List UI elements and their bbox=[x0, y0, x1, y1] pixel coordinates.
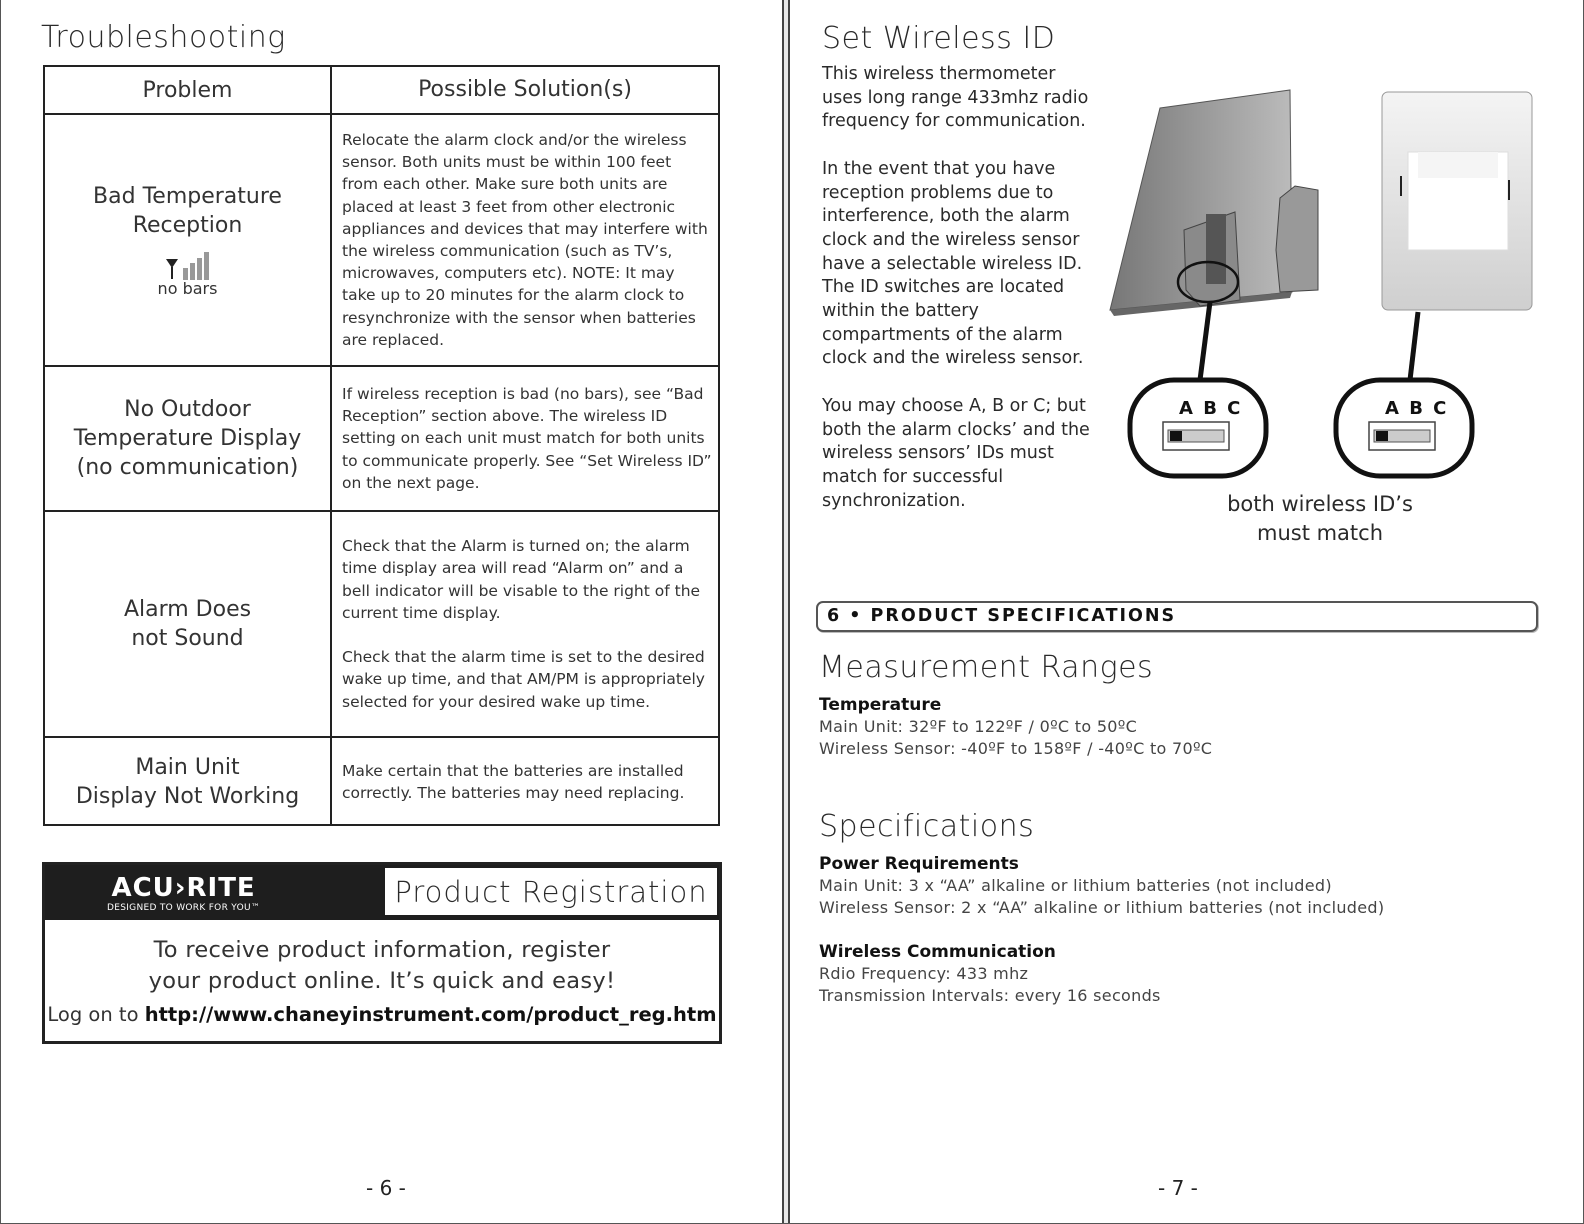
registration-text: To receive product information, register your product online. It’s quick and easy! bbox=[148, 937, 616, 994]
table-row bbox=[45, 738, 718, 826]
problem-line: Temperature Display bbox=[73, 426, 302, 451]
solution-text: If wireless reception is bad (no bars), see “Bad Reception” section above. The wireless ID setting on each unit must match for both units to communicate properly. See “Set Wireless ID” on the next page. bbox=[342, 384, 712, 492]
troubleshooting-table bbox=[43, 65, 720, 826]
wireless-id-text bbox=[822, 63, 1097, 537]
problem-line: Display Not Working bbox=[75, 784, 300, 809]
solution-cell bbox=[342, 738, 712, 826]
url-prefix: Log on to bbox=[47, 1003, 139, 1026]
problem-cell bbox=[45, 367, 332, 510]
table-row bbox=[45, 367, 718, 512]
problem-cell bbox=[45, 738, 332, 826]
spec-line: Wireless Sensor: 2 x “AA” alkaline or lithium batteries (not included) bbox=[819, 898, 1385, 917]
problem-line: Bad Temperature bbox=[93, 184, 282, 209]
problem-line: No Outdoor bbox=[124, 397, 251, 422]
problem-line: not Sound bbox=[131, 626, 244, 651]
wireless-id-illustration bbox=[1100, 80, 1580, 490]
abc-switch-label: A B C bbox=[1385, 398, 1449, 419]
paragraph: This wireless thermometer uses long range 433mhz radio frequency for communication. bbox=[822, 64, 1089, 132]
registration-title: Product Registration bbox=[385, 868, 717, 915]
signal-bar bbox=[204, 252, 209, 280]
solution-cell bbox=[342, 512, 712, 736]
temperature-subheading: Temperature bbox=[819, 695, 942, 715]
solution-text: Relocate the alarm clock and/or the wireless sensor. Both units must be within 100 feet from each other. Make sure both units are placed at least 3 feet from other electronic appliances and devices that may interfere with the wireless communication (such as TV’s, microwaves, computers etc). NOTE: It may take up to 20 minutes for the alarm clock to resynchronize with the sensor when batteries are replaced. bbox=[342, 130, 708, 349]
registration-header bbox=[45, 865, 719, 920]
header-problem: Problem bbox=[45, 67, 332, 113]
signal-bar bbox=[190, 263, 195, 280]
antenna-icon bbox=[166, 259, 178, 268]
problem-line: (no communication) bbox=[76, 455, 299, 480]
table-header-row bbox=[45, 67, 718, 115]
solution-text: Make certain that the batteries are installed correctly. The batteries may need replacing. bbox=[342, 761, 685, 802]
no-bars-label: no bars bbox=[157, 279, 218, 298]
solution-text: Check that the alarm time is set to the desired wake up time, and that AM/PM is appropriately selected for your desired wake up time. bbox=[342, 648, 705, 711]
abc-switch-label: A B C bbox=[1179, 398, 1243, 419]
registration-url-line bbox=[45, 1003, 719, 1026]
set-wireless-id-title: Set Wireless ID bbox=[822, 21, 1056, 56]
page-number-left: - 6 - bbox=[366, 1176, 406, 1200]
problem-line: Reception bbox=[132, 213, 243, 238]
right-page bbox=[790, 0, 1584, 1224]
power-subheading: Power Requirements bbox=[819, 854, 1019, 874]
problem-line: Alarm Does bbox=[123, 597, 252, 622]
section-header-text: 6 • PRODUCT SPECIFICATIONS bbox=[827, 606, 1177, 626]
main-unit-image bbox=[1110, 90, 1318, 316]
solution-cell bbox=[342, 367, 712, 510]
spec-line: Transmission Intervals: every 16 seconds bbox=[819, 986, 1161, 1005]
specifications-title: Specifications bbox=[819, 809, 1035, 844]
problem-cell bbox=[45, 115, 332, 365]
problem-cell bbox=[45, 512, 332, 736]
registration-link[interactable]: http://www.chaneyinstrument.com/product_reg.htm bbox=[144, 1003, 717, 1026]
wireless-subheading: Wireless Communication bbox=[819, 942, 1056, 962]
paragraph: You may choose A, B or C; but both the alarm clocks’ and the wireless sensors’ IDs must match for successful synchronization. bbox=[822, 395, 1090, 511]
header-solutions: Possible Solution(s) bbox=[418, 76, 632, 102]
acurite-logo: ACU›RITE DESIGNED TO WORK FOR YOU™ bbox=[107, 873, 261, 913]
left-page bbox=[0, 0, 784, 1224]
measurement-ranges-title: Measurement Ranges bbox=[819, 650, 1154, 685]
problem-line: Main Unit bbox=[135, 755, 240, 780]
match-caption: both wireless ID’s must match bbox=[1227, 492, 1413, 545]
paragraph: In the event that you have reception problems due to interference, both the alarm clock and the wireless sensor have a selectable wireless ID. The ID switches are located within the battery compartments of the alarm clock and the wireless sensor. bbox=[822, 158, 1084, 369]
spec-line: Main Unit: 3 x “AA” alkaline or lithium batteries (not included) bbox=[819, 876, 1332, 895]
sensor-image bbox=[1382, 92, 1532, 310]
product-registration-box bbox=[42, 862, 722, 1044]
spec-line: Wireless Sensor: -40ºF to 158ºF / -40ºC to 70ºC bbox=[819, 739, 1213, 758]
signal-bar bbox=[197, 258, 202, 280]
page-number-right: - 7 - bbox=[1158, 1176, 1198, 1200]
solution-text: Check that the Alarm is turned on; the alarm time display area will read “Alarm on” and a bell indicator will be visable to the right of the current time display. bbox=[342, 537, 701, 622]
signal-strength-icon bbox=[166, 250, 209, 280]
spec-line: Main Unit: 32ºF to 122ºF / 0ºC to 50ºC bbox=[819, 717, 1138, 736]
troubleshooting-title: Troubleshooting bbox=[41, 20, 286, 55]
table-row bbox=[45, 512, 718, 738]
table-row bbox=[45, 115, 718, 367]
spec-line: Rdio Frequency: 433 mhz bbox=[819, 964, 1029, 983]
section-header-bar bbox=[816, 601, 1538, 632]
solution-cell bbox=[342, 115, 712, 365]
